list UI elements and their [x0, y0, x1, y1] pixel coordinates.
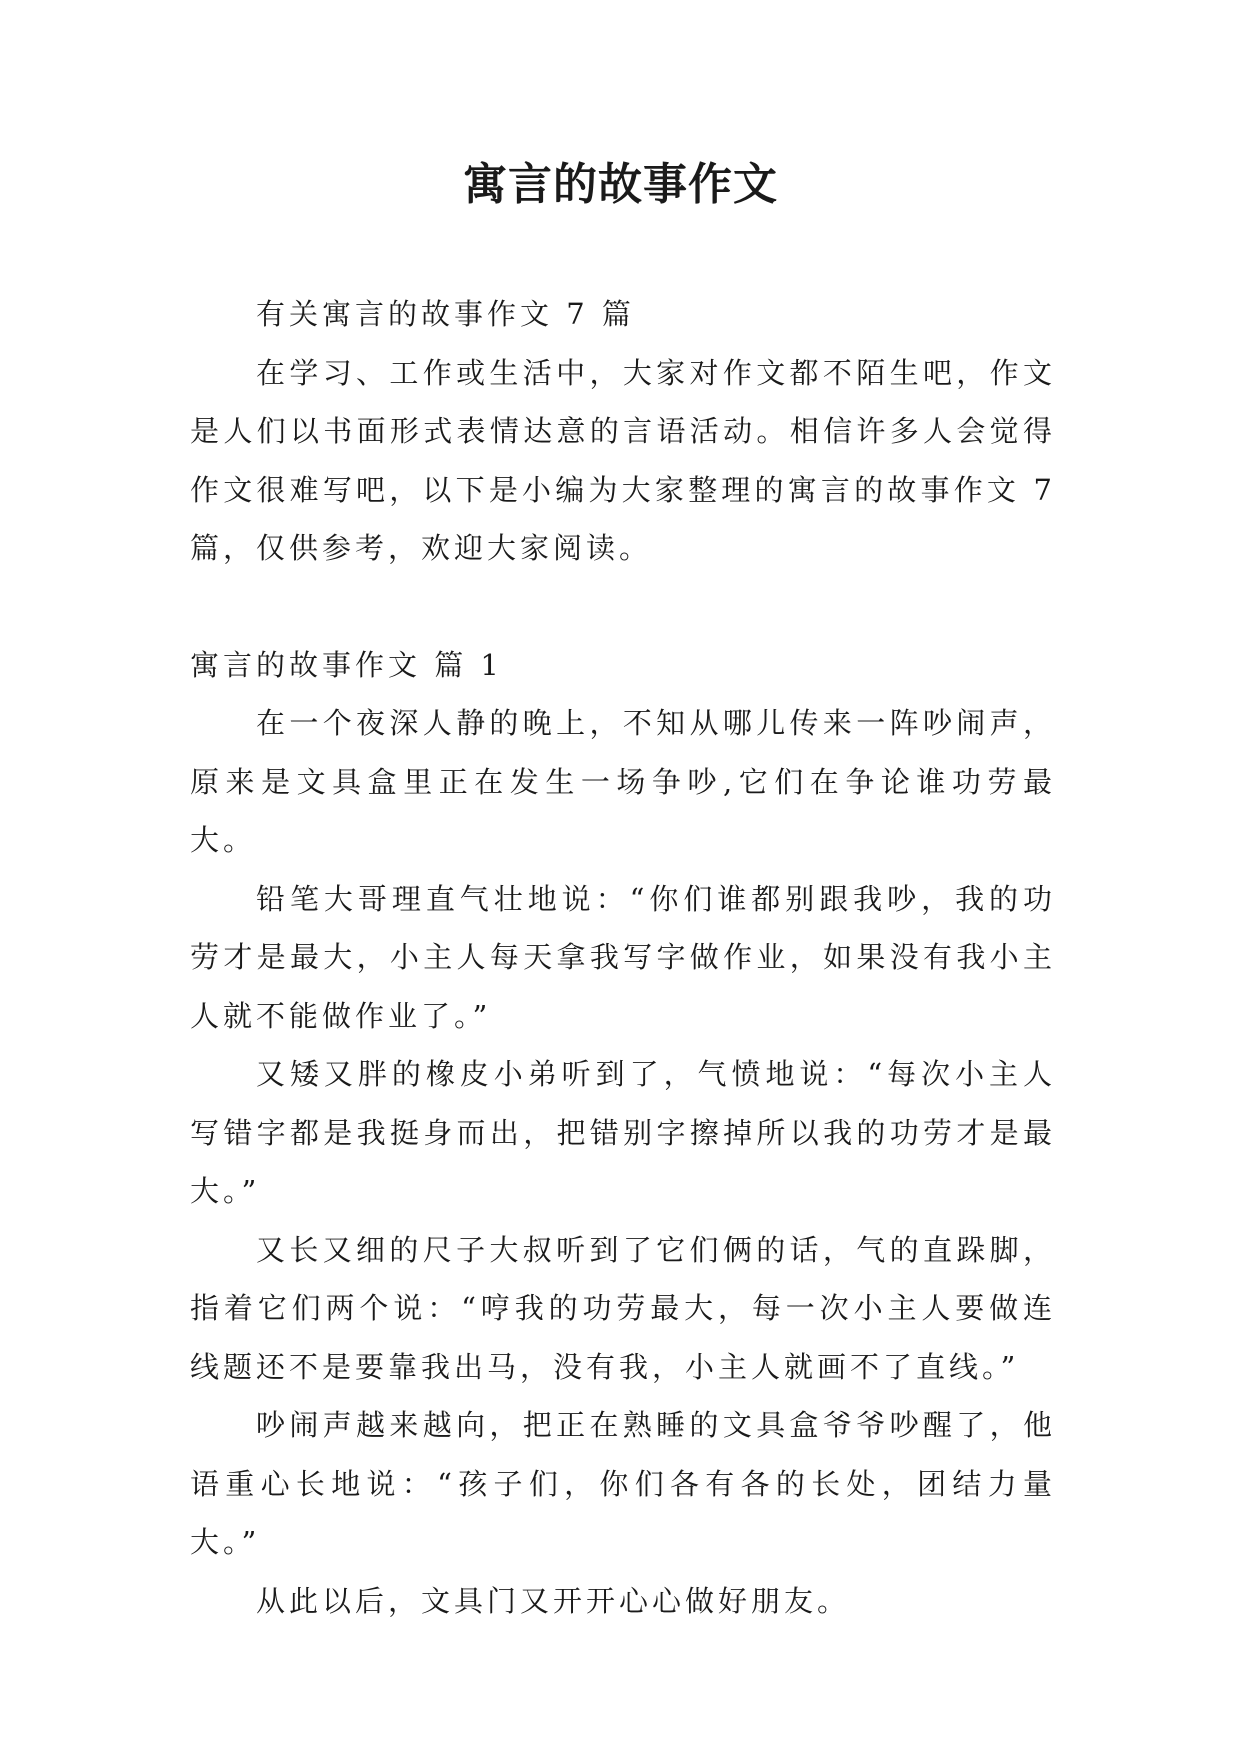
document-body [190, 285, 1056, 1630]
story-paragraph: 又长又细的尺子大叔听到了它们俩的话，气的直跺脚，指着它们两个说：“哼我的功劳最大，每一次小主人要做连线题还不是要靠我出马，没有我，小主人就画不了直线。” [190, 1232, 1056, 1384]
section-heading: 寓言的故事作文 篇 1 [190, 647, 503, 682]
story-paragraph: 在一个夜深人静的晚上，不知从哪儿传来一阵吵闹声，原来是文具盒里正在发生一场争吵,它们在争论谁功劳最大。 [190, 706, 1056, 857]
intro-paragraph: 在学习、工作或生活中，大家对作文都不陌生吧，作文是人们以书面形式表情达意的言语活动。相信许多人会觉得作文很难写吧，以下是小编为大家整理的寓言的故事作文 7 篇，仅供参考，欢迎大家阅读。 [190, 355, 1056, 565]
story-paragraph: 吵闹声越来越向，把正在熟睡的文具盒爷爷吵醒了，他语重心长地说：“孩子们，你们各有各的长处，团结力量大。” [190, 1408, 1056, 1559]
paragraph-spacer [190, 578, 1056, 636]
intro-line: 有关寓言的故事作文 7 篇 [256, 297, 635, 331]
story-paragraph: 从此以后，文具门又开开心心做好朋友。 [256, 1583, 851, 1618]
story-paragraph: 铅笔大哥理直气壮地说：“你们谁都别跟我吵，我的功劳才是最大，小主人每天拿我写字做作业，如果没有我小主人就不能做作业了。” [190, 881, 1056, 1033]
story-paragraph: 又矮又胖的橡皮小弟听到了，气愤地说：“每次小主人写错字都是我挺身而出，把错别字擦掉所以我的功劳才是最大。” [190, 1057, 1056, 1208]
document-title: 寓言的故事作文 [463, 159, 778, 210]
